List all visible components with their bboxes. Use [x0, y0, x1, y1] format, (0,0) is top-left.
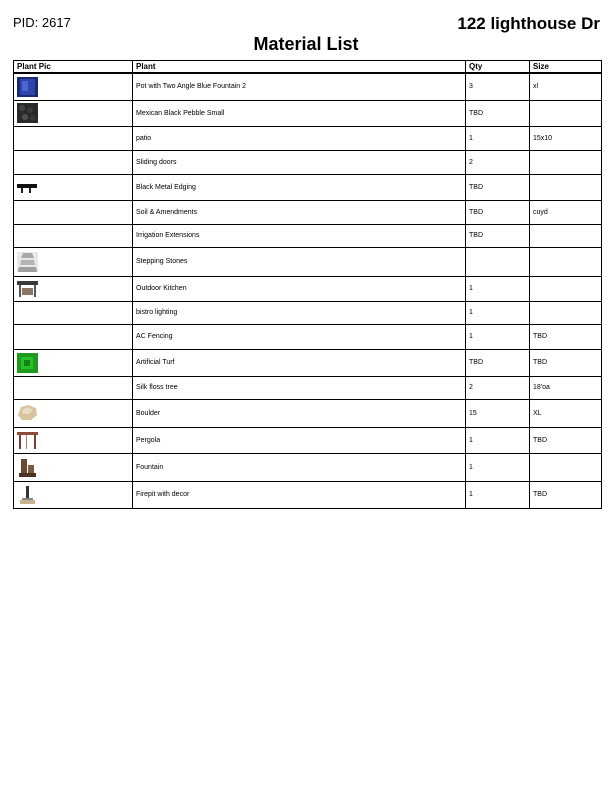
plant-name-cell: bistro lighting — [133, 301, 466, 324]
qty-cell: 1 — [466, 276, 530, 301]
qty-cell — [466, 247, 530, 276]
plant-name-cell: patio — [133, 126, 466, 150]
table-row — [14, 174, 602, 200]
size-cell: 15x10 — [530, 126, 602, 150]
size-cell: TBD — [530, 427, 602, 453]
qty-cell: TBD — [466, 349, 530, 376]
table-row — [14, 349, 602, 376]
table-row — [14, 247, 602, 276]
table-row — [14, 427, 602, 453]
plant-name-cell: Black Metal Edging — [133, 174, 466, 200]
table-row — [14, 126, 602, 150]
plant-name-cell: Outdoor Kitchen — [133, 276, 466, 301]
page-title: Material List — [253, 34, 359, 54]
plant-name-cell: Irrigation Extensions — [133, 224, 466, 247]
size-cell: TBD — [530, 324, 602, 349]
column-header-size: Size — [530, 61, 602, 74]
qty-cell: 15 — [466, 399, 530, 427]
stepping-stones-image — [17, 252, 38, 272]
plant-pic-cell — [14, 100, 133, 126]
table-row — [14, 224, 602, 247]
qty-cell: 1 — [466, 126, 530, 150]
size-cell — [530, 247, 602, 276]
column-header-plant-pic: Plant Pic — [14, 61, 133, 74]
table-row — [14, 301, 602, 324]
blue-pot-image — [17, 77, 38, 97]
plant-name-cell: AC Fencing — [133, 324, 466, 349]
firepit-image — [17, 485, 38, 505]
table-row — [14, 453, 602, 481]
size-cell — [530, 174, 602, 200]
table-row — [14, 376, 602, 399]
size-cell: cuyd — [530, 200, 602, 224]
size-cell — [530, 150, 602, 174]
qty-cell: TBD — [466, 200, 530, 224]
plant-pic-cell — [14, 399, 133, 427]
plant-pic-cell — [14, 324, 133, 349]
plant-pic-cell — [14, 376, 133, 399]
artificial-turf-image — [17, 353, 38, 373]
plant-name-cell: Stepping Stones — [133, 247, 466, 276]
size-cell: 18'oa — [530, 376, 602, 399]
boulder-image — [17, 403, 38, 423]
material-table — [13, 60, 602, 509]
plant-name-cell: Soil & Amendments — [133, 200, 466, 224]
table-row — [14, 200, 602, 224]
plant-name-cell: Boulder — [133, 399, 466, 427]
address-heading: 122 lighthouse Dr — [457, 14, 600, 33]
black-pebble-image — [17, 103, 38, 123]
plant-pic-cell — [14, 453, 133, 481]
table-row — [14, 324, 602, 349]
qty-cell: 1 — [466, 324, 530, 349]
qty-cell: 1 — [466, 481, 530, 508]
plant-pic-cell — [14, 73, 133, 100]
qty-cell: TBD — [466, 100, 530, 126]
plant-pic-cell — [14, 224, 133, 247]
plant-pic-cell — [14, 126, 133, 150]
size-cell — [530, 224, 602, 247]
qty-cell: 1 — [466, 301, 530, 324]
qty-cell: 2 — [466, 376, 530, 399]
plant-name-cell: Pot with Two Angle Blue Fountain 2 — [133, 73, 466, 100]
size-cell: TBD — [530, 481, 602, 508]
size-cell — [530, 100, 602, 126]
qty-cell: TBD — [466, 174, 530, 200]
pid-label: PID: 2617 — [13, 15, 71, 30]
column-header-qty: Qty — [466, 61, 530, 74]
pergola-image — [17, 430, 38, 450]
qty-cell: 3 — [466, 73, 530, 100]
size-cell — [530, 301, 602, 324]
fountain-image — [17, 457, 38, 477]
size-cell: XL — [530, 399, 602, 427]
plant-name-cell: Firepit with decor — [133, 481, 466, 508]
table-row — [14, 481, 602, 508]
qty-cell: 1 — [466, 427, 530, 453]
plant-pic-cell — [14, 247, 133, 276]
table-row — [14, 276, 602, 301]
size-cell — [530, 453, 602, 481]
qty-cell: TBD — [466, 224, 530, 247]
plant-pic-cell — [14, 301, 133, 324]
plant-pic-cell — [14, 150, 133, 174]
plant-name-cell: Artificial Turf — [133, 349, 466, 376]
size-cell — [530, 276, 602, 301]
table-row — [14, 399, 602, 427]
table-row — [14, 150, 602, 174]
plant-pic-cell — [14, 200, 133, 224]
column-header-plant: Plant — [133, 61, 466, 74]
plant-pic-cell — [14, 276, 133, 301]
plant-pic-cell — [14, 349, 133, 376]
qty-cell: 2 — [466, 150, 530, 174]
plant-name-cell: Mexican Black Pebble Small — [133, 100, 466, 126]
outdoor-kitchen-image — [17, 279, 38, 299]
table-header-row — [14, 61, 602, 74]
plant-name-cell: Sliding doors — [133, 150, 466, 174]
metal-edging-image — [17, 177, 38, 197]
plant-name-cell: Fountain — [133, 453, 466, 481]
plant-pic-cell — [14, 481, 133, 508]
plant-pic-cell — [14, 174, 133, 200]
size-cell: xl — [530, 73, 602, 100]
table-row — [14, 73, 602, 100]
plant-name-cell: Pergola — [133, 427, 466, 453]
plant-name-cell: Silk floss tree — [133, 376, 466, 399]
table-row — [14, 100, 602, 126]
size-cell: TBD — [530, 349, 602, 376]
plant-pic-cell — [14, 427, 133, 453]
qty-cell: 1 — [466, 453, 530, 481]
